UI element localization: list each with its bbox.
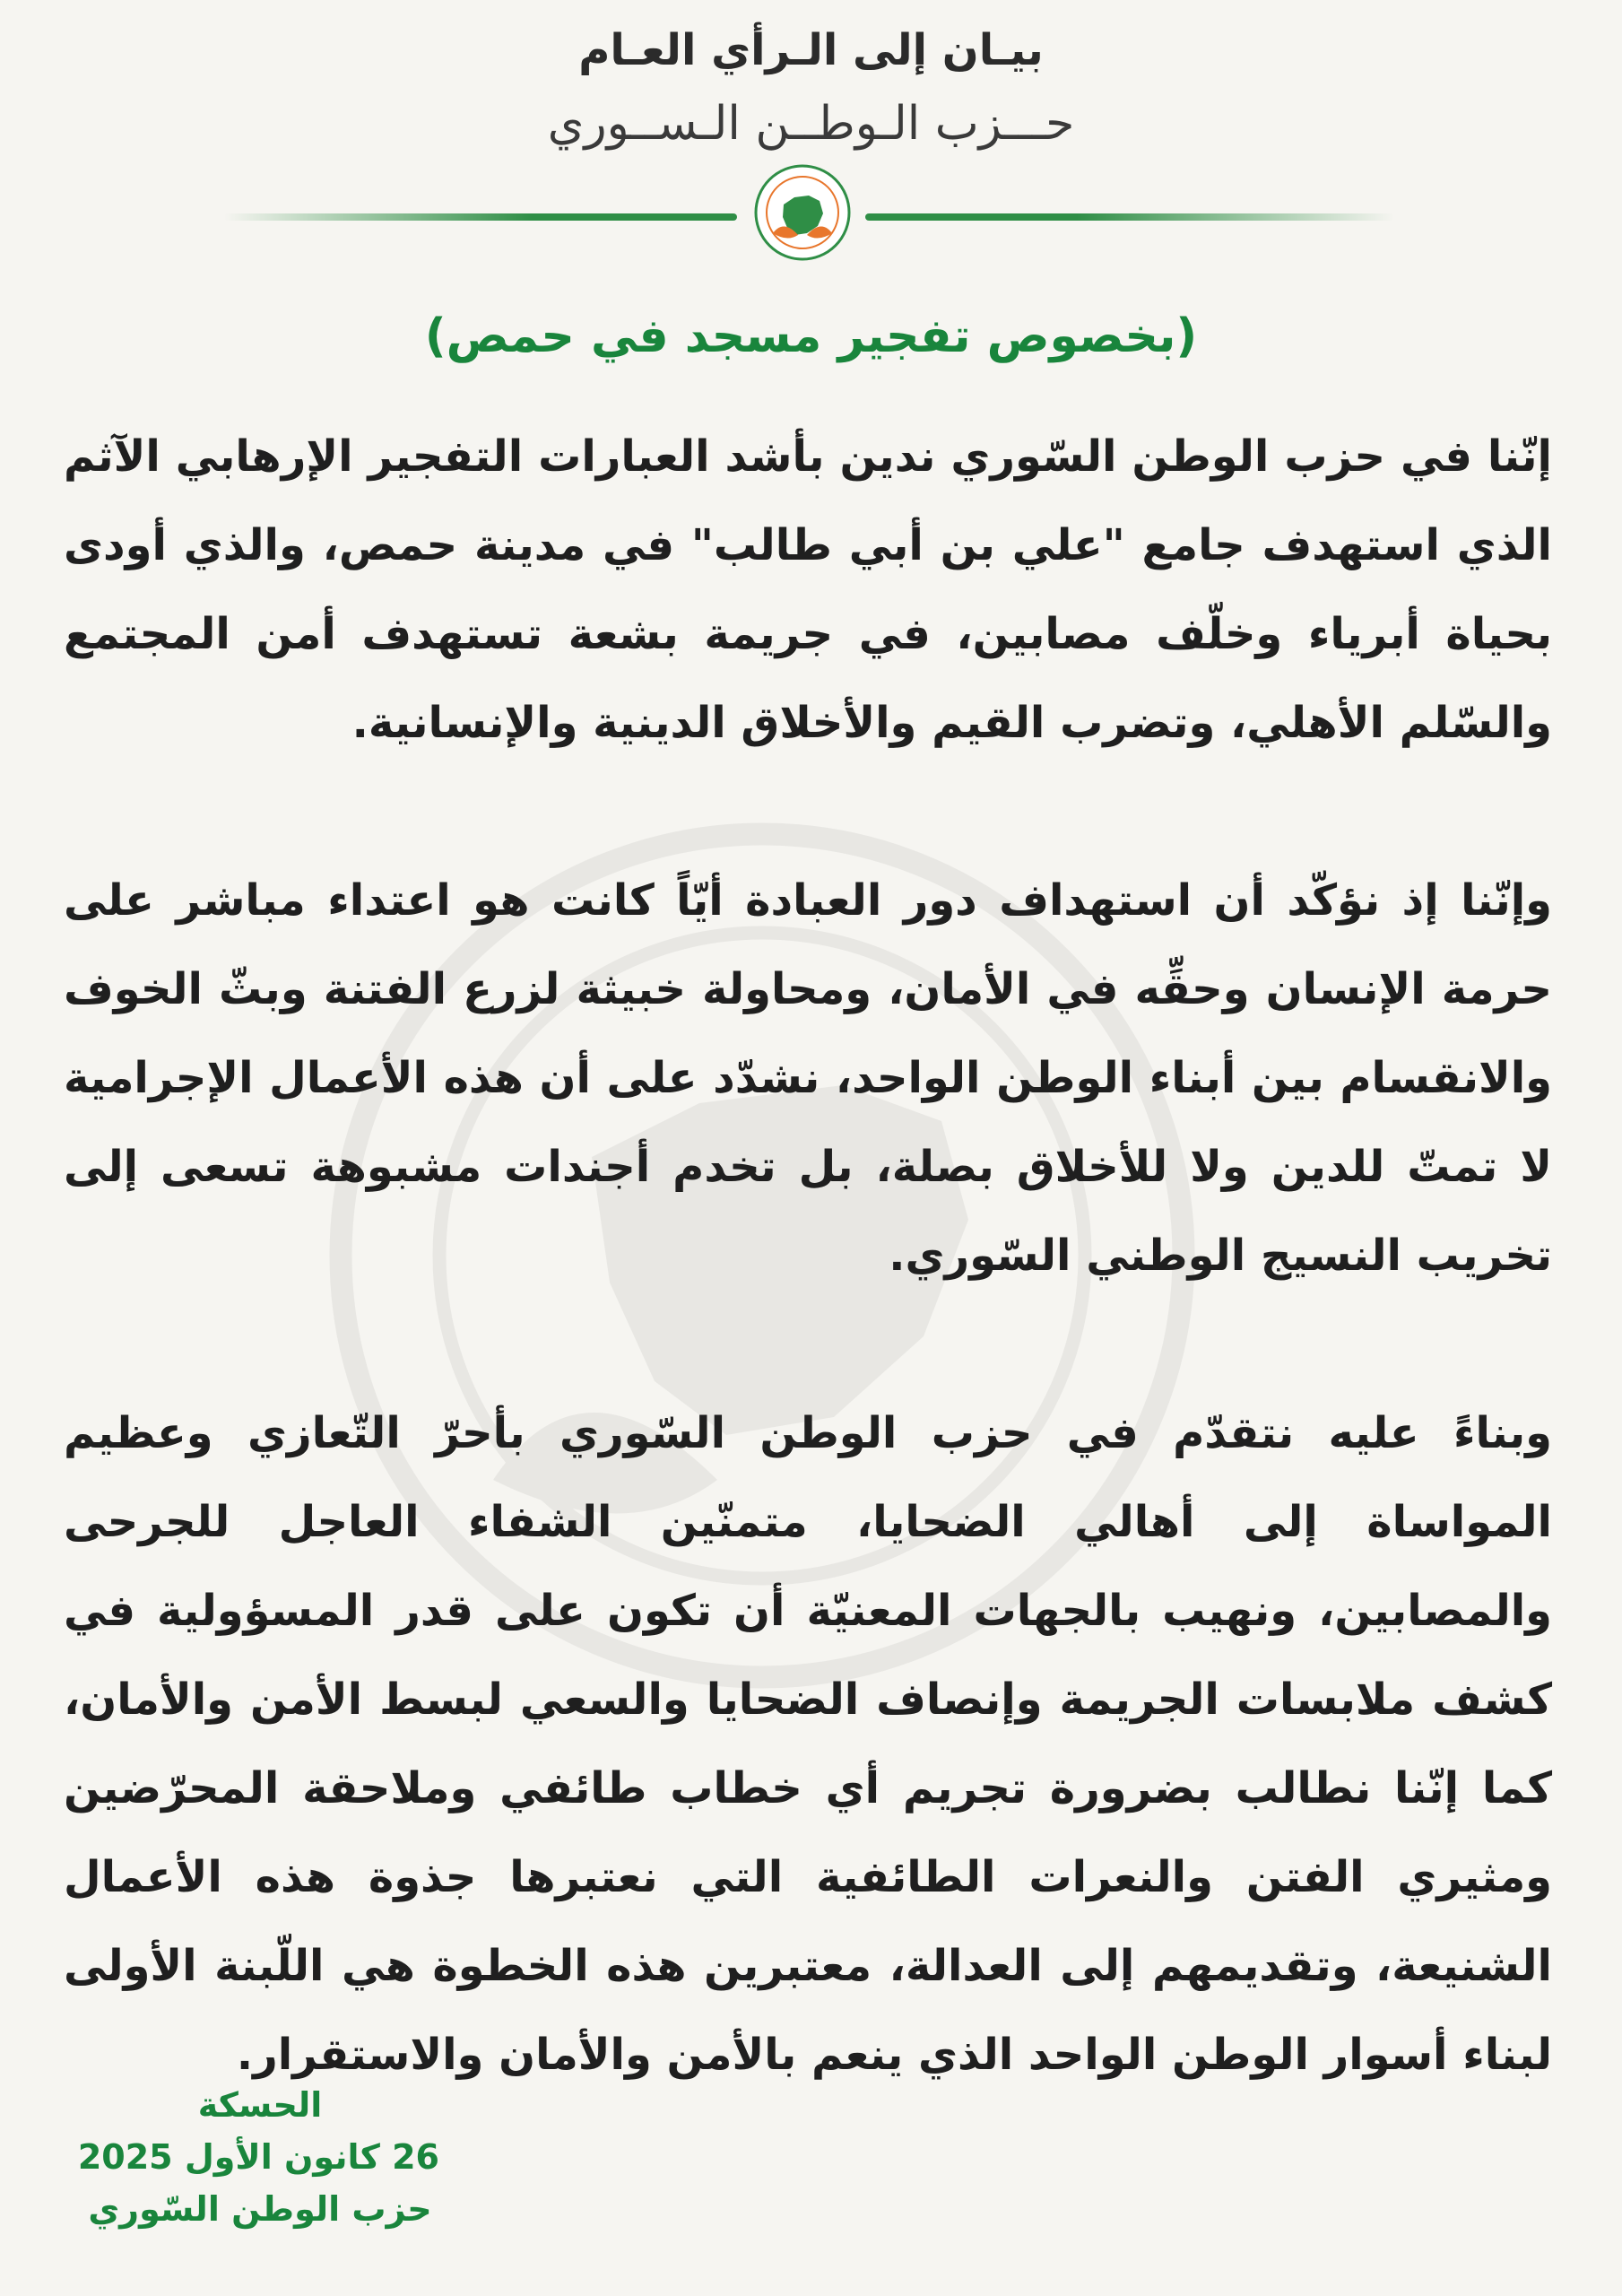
statement-title: بيـان إلى الـرأي العـام bbox=[578, 25, 1044, 75]
party-name-subtitle: حـــزب الـوطــن الـســوري bbox=[547, 97, 1075, 151]
signature-block bbox=[77, 2079, 439, 2235]
header-divider-left bbox=[224, 213, 737, 221]
paragraph-affirmation: وإنّنا إذ نؤكّد أن استهداف دور العبادة أيّاً كانت هو اعتداء مباشر على حرمة الإنسان وحقِّه في الأمان، ومحاولة خبيثة لزرع الفتنة وبثّ الخوف والانقسام بين أبناء الوطن الواحد، نشدّد على أن هذه الأعمال الإجرامية لا تمتّ للدين ولا للأخلاق بصلة، بل تخدم أجندات مشبوهة تسعى إلى تخريب النسيج الوطني السّوري. bbox=[64, 875, 1552, 1281]
document-subject: (بخصوص تفجير مسجد في حمص) bbox=[424, 309, 1198, 363]
party-logo-icon bbox=[753, 163, 852, 262]
statement-body bbox=[64, 413, 1552, 2100]
paragraph-condolences: وبناءً عليه نتقدّم في حزب الوطن السّوري بأحرّ التّعازي وعظيم المواساة إلى أهالي الضحايا، متمنّين الشفاء العاجل للجرحى والمصابين، ونهيب بالجهات المعنيّة أن تكون على قدر المسؤولية في كشف ملابسات الجريمة وإنصاف الضحايا والسعي لبسط الأمن والأمان، كما إنّنا نطالب بضرورة تجريم أي خطاب طائفي وملاحقة المحرّضين ومثيري الفتن والنعرات الطائفية التي نعتبرها جذوة هذه الأعمال الشنيعة، وتقديمهم إلى العدالة، معتبرين هذه الخطوة هي اللّبنة الأولى لبناء أسوار الوطن الواحد الذي ينعم بالأمن والأمان والاستقرار. bbox=[64, 1408, 1552, 2080]
signature-date: 26 كانون الأول 2025 bbox=[77, 2137, 439, 2177]
signature-party: حزب الوطن السّوري bbox=[88, 2189, 432, 2229]
header-divider-right bbox=[865, 213, 1394, 221]
paragraph-condemnation: إنّنا في حزب الوطن السّوري ندين بأشد العبارات التفجير الإرهابي الآثم الذي استهدف جامع "علي بن أبي طالب" في مدينة حمص، والذي أودى بحياة أبرياء وخلّف مصابين، في جريمة بشعة تستهدف أمن المجتمع والسّلم الأهلي، وتضرب القيم والأخلاق الدينية والإنسانية. bbox=[64, 431, 1552, 748]
signature-place: الحسكة bbox=[197, 2085, 323, 2125]
